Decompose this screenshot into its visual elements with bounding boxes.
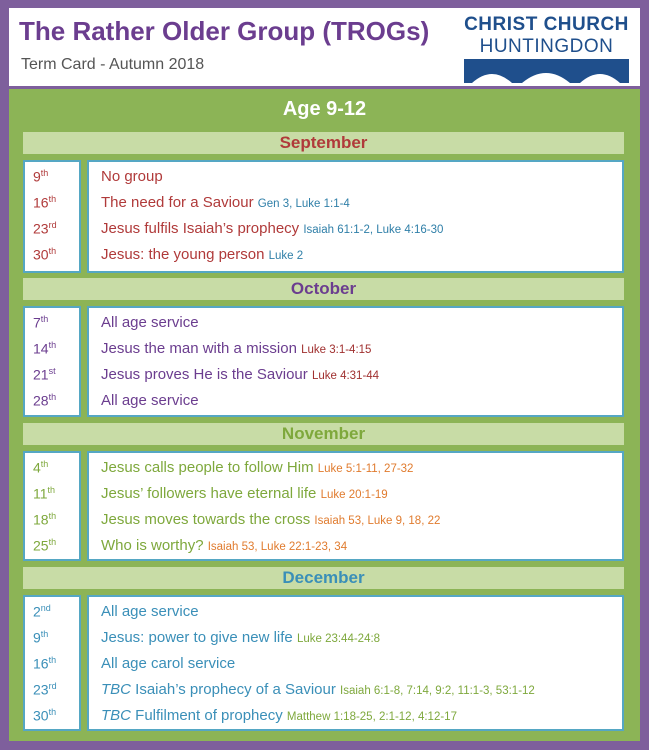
topic-row: Jesus the man with a mission Luke 3:1-4:15 <box>101 340 372 357</box>
date-cell: 30th <box>33 246 57 263</box>
dates-column-october <box>23 306 81 417</box>
topics-column-october <box>87 306 624 417</box>
topic-row: TBC Fulfilment of prophecy Matthew 1:18-25, 2:1-12, 4:12-17 <box>101 707 457 724</box>
logo-line-1: CHRIST CHURCH <box>464 14 629 35</box>
month-header-september: September <box>23 132 624 154</box>
topics-column-december <box>87 595 624 731</box>
month-header-october: October <box>23 278 624 300</box>
topic-row: All age service <box>101 603 199 620</box>
tbc-label: TBC <box>101 707 131 724</box>
topic-row: TBC Isaiah’s prophecy of a Saviour Isaiah 6:1-8, 7:14, 9:2, 11:1-3, 53:1-12 <box>101 681 535 698</box>
topics-column-september <box>87 160 624 273</box>
topic-row: Who is worthy? Isaiah 53, Luke 22:1-23, 34 <box>101 537 348 554</box>
date-cell: 2nd <box>33 603 51 620</box>
date-cell: 16th <box>33 194 57 211</box>
date-cell: 9th <box>33 629 49 646</box>
date-cell: 18th <box>33 511 57 528</box>
date-cell: 16th <box>33 655 57 672</box>
dates-column-december <box>23 595 81 731</box>
date-cell: 28th <box>33 392 57 409</box>
topic-row: Jesus moves towards the cross Isaiah 53, Luke 9, 18, 22 <box>101 511 441 528</box>
date-cell: 25th <box>33 537 57 554</box>
date-cell: 14th <box>33 340 57 357</box>
date-cell: 4th <box>33 459 49 476</box>
dates-column-november <box>23 451 81 561</box>
date-cell: 30th <box>33 707 57 724</box>
date-cell: 23rd <box>33 681 57 698</box>
topic-row: Jesus: power to give new life Luke 23:44-24:8 <box>101 629 381 646</box>
header <box>9 8 640 86</box>
month-header-november: November <box>23 423 624 445</box>
topic-row: All age carol service <box>101 655 236 672</box>
topic-row: Jesus fulfils Isaiah’s prophecy Isaiah 61:1-2, Luke 4:16-30 <box>101 220 444 237</box>
date-cell: 7th <box>33 314 49 331</box>
dates-column-september <box>23 160 81 273</box>
bridge-icon <box>464 59 629 83</box>
topic-row: Jesus calls people to follow Him Luke 5:1-11, 27-32 <box>101 459 414 476</box>
topic-row: Jesus proves He is the Saviour Luke 4:31-44 <box>101 366 380 383</box>
date-cell: 11th <box>33 485 56 502</box>
topic-row: The need for a Saviour Gen 3, Luke 1:1-4 <box>101 194 350 211</box>
topic-row: All age service <box>101 392 199 409</box>
topic-row: No group <box>101 168 163 185</box>
page-subtitle: Term Card - Autumn 2018 <box>21 56 205 73</box>
logo-line-2: HUNTINGDON <box>479 36 614 57</box>
topic-row: All age service <box>101 314 199 331</box>
tbc-label: TBC <box>101 681 131 698</box>
topic-row: Jesus’ followers have eternal life Luke 20:1-19 <box>101 485 388 502</box>
page-title: The Rather Older Group (TROGs) <box>19 16 430 46</box>
date-cell: 21st <box>33 366 56 383</box>
date-cell: 9th <box>33 168 49 185</box>
schedule-board <box>9 89 640 741</box>
month-header-december: December <box>23 567 624 589</box>
age-group-heading: Age 9-12 <box>282 98 367 120</box>
church-logo <box>464 14 629 82</box>
topics-column-november <box>87 451 624 561</box>
topic-row: Jesus: the young person Luke 2 <box>101 246 304 263</box>
date-cell: 23rd <box>33 220 57 237</box>
